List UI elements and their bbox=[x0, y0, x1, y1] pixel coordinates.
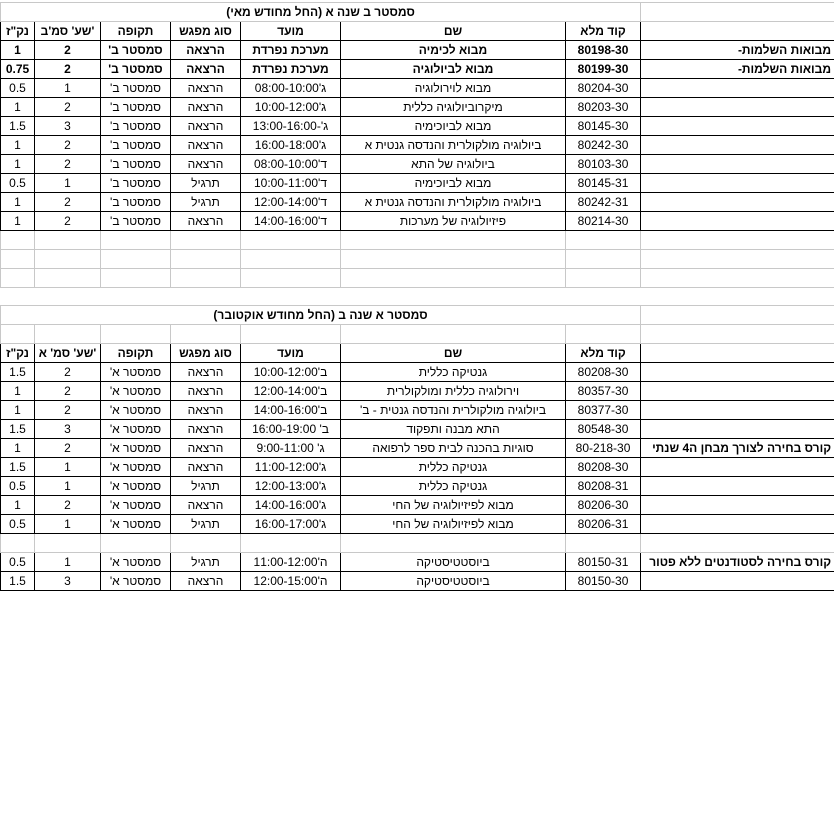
col-header-type: סוג מפגש bbox=[171, 22, 241, 41]
points-cell[interactable]: 1 bbox=[1, 212, 35, 231]
points-cell[interactable]: 1.5 bbox=[1, 363, 35, 382]
col-header-hours: שע' סמ'ב' bbox=[35, 22, 101, 41]
col-header-hours: שע' סמ' א' bbox=[35, 344, 101, 363]
hours-cell[interactable]: 1 bbox=[35, 79, 101, 98]
period-cell[interactable]: סמסטר ב' bbox=[101, 79, 171, 98]
table-row bbox=[1, 117, 834, 136]
points-cell[interactable]: 0.5 bbox=[1, 553, 35, 572]
note-cell[interactable] bbox=[641, 496, 834, 515]
table-row bbox=[1, 98, 834, 117]
course-name-cell[interactable]: גנטיקה כללית bbox=[341, 477, 566, 496]
course-name-cell[interactable]: מבוא לכימיה bbox=[341, 41, 566, 60]
course-code-cell[interactable]: 80208-30 bbox=[566, 458, 641, 477]
note-cell[interactable] bbox=[641, 401, 834, 420]
table-row bbox=[1, 515, 834, 534]
table-row bbox=[1, 496, 834, 515]
points-cell[interactable]: 0.5 bbox=[1, 79, 35, 98]
hours-cell[interactable]: 2 bbox=[35, 155, 101, 174]
time-cell[interactable]: מערכת נפרדת bbox=[241, 60, 341, 79]
time-cell[interactable]: ד'14:00-16:00 bbox=[241, 212, 341, 231]
note-cell[interactable] bbox=[641, 515, 834, 534]
hours-cell[interactable]: 3 bbox=[35, 420, 101, 439]
hours-cell[interactable]: 2 bbox=[35, 439, 101, 458]
course-code-cell[interactable]: 80145-30 bbox=[566, 117, 641, 136]
hours-cell[interactable]: 2 bbox=[35, 136, 101, 155]
note-cell[interactable] bbox=[641, 420, 834, 439]
period-cell[interactable]: סמסטר א' bbox=[101, 401, 171, 420]
time-cell[interactable]: ב'12:00-14:00 bbox=[241, 382, 341, 401]
hours-cell[interactable]: 2 bbox=[35, 401, 101, 420]
period-cell[interactable]: סמסטר א' bbox=[101, 439, 171, 458]
hours-cell[interactable]: 2 bbox=[35, 60, 101, 79]
type-cell[interactable]: הרצאה bbox=[171, 401, 241, 420]
hours-cell[interactable]: 3 bbox=[35, 572, 101, 591]
points-cell[interactable]: 1 bbox=[1, 496, 35, 515]
note-cell[interactable] bbox=[641, 458, 834, 477]
course-code-cell[interactable]: 80357-30 bbox=[566, 382, 641, 401]
note-cell[interactable]: מבואות השלמות- bbox=[641, 60, 834, 79]
type-cell[interactable]: הרצאה bbox=[171, 136, 241, 155]
col-header-period: תקופה bbox=[101, 22, 171, 41]
course-code-cell[interactable]: 80548-30 bbox=[566, 420, 641, 439]
table-row bbox=[1, 60, 834, 79]
table-row bbox=[1, 79, 834, 98]
course-name-cell[interactable]: מבוא לביוכימיה bbox=[341, 174, 566, 193]
col-header-name: שם bbox=[341, 344, 566, 363]
hours-cell[interactable]: 2 bbox=[35, 41, 101, 60]
type-cell[interactable]: תרגיל bbox=[171, 553, 241, 572]
type-cell[interactable]: הרצאה bbox=[171, 382, 241, 401]
table-row bbox=[1, 401, 834, 420]
table-row bbox=[1, 155, 834, 174]
course-code-cell[interactable]: 80377-30 bbox=[566, 401, 641, 420]
course-code-cell[interactable]: 80214-30 bbox=[566, 212, 641, 231]
period-cell[interactable]: סמסטר א' bbox=[101, 572, 171, 591]
course-code-cell[interactable]: 80103-30 bbox=[566, 155, 641, 174]
hours-cell[interactable]: 2 bbox=[35, 382, 101, 401]
table-row bbox=[1, 193, 834, 212]
section-2-header-row bbox=[1, 344, 834, 363]
time-cell[interactable]: ג'11:00-12:00 bbox=[241, 458, 341, 477]
type-cell[interactable]: הרצאה bbox=[171, 439, 241, 458]
col-header-type: סוג מפגש bbox=[171, 344, 241, 363]
points-cell[interactable]: 0.5 bbox=[1, 477, 35, 496]
note-cell[interactable] bbox=[641, 136, 834, 155]
course-code-cell[interactable]: 80208-31 bbox=[566, 477, 641, 496]
period-cell[interactable]: סמסטר ב' bbox=[101, 193, 171, 212]
time-cell[interactable]: ב'14:00-16:00 bbox=[241, 401, 341, 420]
semester-b-year-a-table bbox=[0, 2, 834, 288]
course-name-cell[interactable]: מבוא לוירולוגיה bbox=[341, 79, 566, 98]
type-cell[interactable]: הרצאה bbox=[171, 458, 241, 477]
time-cell[interactable]: ג'16:00-18:00 bbox=[241, 136, 341, 155]
table-row bbox=[1, 439, 834, 458]
points-cell[interactable]: 0.75 bbox=[1, 60, 35, 79]
points-cell[interactable]: 1 bbox=[1, 382, 35, 401]
time-cell[interactable]: ב' 16:00-19:00 bbox=[241, 420, 341, 439]
type-cell[interactable]: הרצאה bbox=[171, 41, 241, 60]
note-cell[interactable]: קורס בחירה לצורך מבחן ה4 שנתי bbox=[641, 439, 834, 458]
table-row bbox=[1, 572, 834, 591]
time-cell[interactable]: ג'14:00-16:00 bbox=[241, 496, 341, 515]
time-cell[interactable]: ד'10:00-11:00 bbox=[241, 174, 341, 193]
hours-cell[interactable]: 2 bbox=[35, 193, 101, 212]
time-cell[interactable]: ה'12:00-15:00 bbox=[241, 572, 341, 591]
course-code-cell[interactable]: 80150-30 bbox=[566, 572, 641, 591]
period-cell[interactable]: סמסטר א' bbox=[101, 382, 171, 401]
note-cell[interactable] bbox=[641, 117, 834, 136]
col-header-period: תקופה bbox=[101, 344, 171, 363]
course-code-cell[interactable]: 80242-31 bbox=[566, 193, 641, 212]
hours-cell[interactable]: 1 bbox=[35, 458, 101, 477]
course-name-cell[interactable]: ביוסטטיסטיקה bbox=[341, 553, 566, 572]
course-code-cell[interactable]: 80208-30 bbox=[566, 363, 641, 382]
hours-cell[interactable]: 3 bbox=[35, 117, 101, 136]
course-name-cell[interactable]: מבוא לפיזיולוגיה של החי bbox=[341, 515, 566, 534]
section-2-title: סמסטר א שנה ב (החל מחודש אוקטובר) bbox=[1, 306, 641, 325]
note-cell[interactable] bbox=[641, 98, 834, 117]
note-cell[interactable] bbox=[641, 174, 834, 193]
time-cell[interactable]: ה'11:00-12:00 bbox=[241, 553, 341, 572]
course-name-cell[interactable]: מיקרוביולוגיה כללית bbox=[341, 98, 566, 117]
type-cell[interactable]: הרצאה bbox=[171, 496, 241, 515]
period-cell[interactable]: סמסטר ב' bbox=[101, 60, 171, 79]
time-cell[interactable]: ג'16:00-17:00 bbox=[241, 515, 341, 534]
points-cell[interactable]: 1.5 bbox=[1, 420, 35, 439]
course-name-cell[interactable]: מבוא לפיזיולוגיה של החי bbox=[341, 496, 566, 515]
period-cell[interactable]: סמסטר ב' bbox=[101, 98, 171, 117]
type-cell[interactable]: תרגיל bbox=[171, 193, 241, 212]
course-code-cell[interactable]: 80150-31 bbox=[566, 553, 641, 572]
course-name-cell[interactable]: וירולוגיה כללית ומולקולרית bbox=[341, 382, 566, 401]
period-cell[interactable]: סמסטר ב' bbox=[101, 155, 171, 174]
type-cell[interactable]: הרצאה bbox=[171, 420, 241, 439]
type-cell[interactable]: הרצאה bbox=[171, 155, 241, 174]
table-row bbox=[1, 382, 834, 401]
time-cell[interactable]: ג'08:00-10:00 bbox=[241, 79, 341, 98]
course-code-cell[interactable]: 80206-31 bbox=[566, 515, 641, 534]
course-code-cell[interactable]: 80206-30 bbox=[566, 496, 641, 515]
period-cell[interactable]: סמסטר א' bbox=[101, 496, 171, 515]
type-cell[interactable]: תרגיל bbox=[171, 174, 241, 193]
col-header-points: נק"ז bbox=[1, 344, 35, 363]
note-cell[interactable] bbox=[641, 155, 834, 174]
table-row bbox=[1, 420, 834, 439]
hours-cell[interactable]: 2 bbox=[35, 212, 101, 231]
col-header-code: קוד מלא bbox=[566, 344, 641, 363]
time-cell[interactable]: ד'12:00-14:00 bbox=[241, 193, 341, 212]
points-cell[interactable]: 1 bbox=[1, 439, 35, 458]
period-cell[interactable]: סמסטר ב' bbox=[101, 174, 171, 193]
period-cell[interactable]: סמסטר א' bbox=[101, 363, 171, 382]
time-cell[interactable]: ג' 9:00-11:00 bbox=[241, 439, 341, 458]
course-name-cell[interactable]: גנטיקה כללית bbox=[341, 363, 566, 382]
section-1-header-row bbox=[1, 22, 834, 41]
points-cell[interactable]: 1 bbox=[1, 98, 35, 117]
note-cell[interactable]: קורס בחירה לסטודנטים ללא פטור bbox=[641, 553, 834, 572]
course-name-cell[interactable]: ביולוגיה מולקולרית והנדסה גנטית א bbox=[341, 193, 566, 212]
note-cell[interactable] bbox=[641, 477, 834, 496]
course-code-cell[interactable]: 80198-30 bbox=[566, 41, 641, 60]
time-cell[interactable]: ג'-13:00-16:00 bbox=[241, 117, 341, 136]
col-header-note bbox=[641, 22, 834, 41]
points-cell[interactable]: 1 bbox=[1, 41, 35, 60]
period-cell[interactable]: סמסטר א' bbox=[101, 477, 171, 496]
course-name-cell[interactable]: ביוסטטיסטיקה bbox=[341, 572, 566, 591]
table-row bbox=[1, 477, 834, 496]
type-cell[interactable]: הרצאה bbox=[171, 572, 241, 591]
hours-cell[interactable]: 1 bbox=[35, 174, 101, 193]
points-cell[interactable]: 0.5 bbox=[1, 515, 35, 534]
course-name-cell[interactable]: סוגיות בהכנה לבית ספר לרפואה bbox=[341, 439, 566, 458]
period-cell[interactable]: סמסטר ב' bbox=[101, 41, 171, 60]
col-header-code: קוד מלא bbox=[566, 22, 641, 41]
points-cell[interactable]: 1 bbox=[1, 193, 35, 212]
type-cell[interactable]: הרצאה bbox=[171, 363, 241, 382]
note-cell[interactable] bbox=[641, 193, 834, 212]
course-code-cell[interactable]: 80204-30 bbox=[566, 79, 641, 98]
course-name-cell[interactable]: גנטיקה כללית bbox=[341, 458, 566, 477]
col-header-note bbox=[641, 344, 834, 363]
course-name-cell[interactable]: מבוא לביוכימיה bbox=[341, 117, 566, 136]
course-code-cell[interactable]: 80242-30 bbox=[566, 136, 641, 155]
period-cell[interactable]: סמסטר ב' bbox=[101, 136, 171, 155]
type-cell[interactable]: הרצאה bbox=[171, 79, 241, 98]
table-row bbox=[1, 553, 834, 572]
time-cell[interactable]: מערכת נפרדת bbox=[241, 41, 341, 60]
table-row bbox=[1, 212, 834, 231]
points-cell[interactable]: 1.5 bbox=[1, 458, 35, 477]
period-cell[interactable]: סמסטר א' bbox=[101, 458, 171, 477]
course-name-cell[interactable]: התא מבנה ותפקוד bbox=[341, 420, 566, 439]
hours-cell[interactable]: 1 bbox=[35, 515, 101, 534]
course-name-cell[interactable]: פיזיולוגיה של מערכות bbox=[341, 212, 566, 231]
hours-cell[interactable]: 1 bbox=[35, 553, 101, 572]
points-cell[interactable]: 1 bbox=[1, 401, 35, 420]
points-cell[interactable]: 1.5 bbox=[1, 572, 35, 591]
points-cell[interactable]: 1 bbox=[1, 155, 35, 174]
col-header-time: מועד bbox=[241, 22, 341, 41]
period-cell[interactable]: סמסטר ב' bbox=[101, 117, 171, 136]
hours-cell[interactable]: 2 bbox=[35, 363, 101, 382]
note-cell[interactable] bbox=[641, 79, 834, 98]
time-cell[interactable]: ג'10:00-12:00 bbox=[241, 98, 341, 117]
table-row bbox=[1, 458, 834, 477]
course-name-cell[interactable]: ביולוגיה מולקולרית והנדסה גנטית א bbox=[341, 136, 566, 155]
time-cell[interactable]: ד'08:00-10:00 bbox=[241, 155, 341, 174]
course-code-cell[interactable]: 80203-30 bbox=[566, 98, 641, 117]
table-row bbox=[1, 41, 834, 60]
col-header-points: נק"ז bbox=[1, 22, 35, 41]
semester-a-year-b-table bbox=[0, 305, 834, 591]
period-cell[interactable]: סמסטר א' bbox=[101, 553, 171, 572]
section-1-title: סמסטר ב שנה א (החל מחודש מאי) bbox=[1, 3, 641, 22]
col-header-time: מועד bbox=[241, 344, 341, 363]
type-cell[interactable]: תרגיל bbox=[171, 477, 241, 496]
points-cell[interactable]: 1 bbox=[1, 136, 35, 155]
period-cell[interactable]: סמסטר א' bbox=[101, 420, 171, 439]
col-header-name: שם bbox=[341, 22, 566, 41]
period-cell[interactable]: סמסטר ב' bbox=[101, 212, 171, 231]
table-row bbox=[1, 174, 834, 193]
note-cell[interactable] bbox=[641, 212, 834, 231]
course-code-cell[interactable]: 80199-30 bbox=[566, 60, 641, 79]
period-cell[interactable]: סמסטר א' bbox=[101, 515, 171, 534]
table-row bbox=[1, 363, 834, 382]
course-code-cell[interactable]: 80145-31 bbox=[566, 174, 641, 193]
table-row bbox=[1, 136, 834, 155]
course-name-cell[interactable]: ביולוגיה מולקולרית והנדסה גנטית - ב' bbox=[341, 401, 566, 420]
points-cell[interactable]: 1.5 bbox=[1, 117, 35, 136]
course-name-cell[interactable]: ביולוגיה של התא bbox=[341, 155, 566, 174]
note-cell[interactable] bbox=[641, 382, 834, 401]
course-code-cell[interactable]: 80-218-30 bbox=[566, 439, 641, 458]
time-cell[interactable]: ג'12:00-13:00 bbox=[241, 477, 341, 496]
points-cell[interactable]: 0.5 bbox=[1, 174, 35, 193]
type-cell[interactable]: הרצאה bbox=[171, 117, 241, 136]
hours-cell[interactable]: 2 bbox=[35, 496, 101, 515]
type-cell[interactable]: הרצאה bbox=[171, 60, 241, 79]
time-cell[interactable]: ב'10:00-12:00 bbox=[241, 363, 341, 382]
note-cell[interactable] bbox=[641, 572, 834, 591]
course-name-cell[interactable]: מבוא לביולוגיה bbox=[341, 60, 566, 79]
type-cell[interactable]: הרצאה bbox=[171, 212, 241, 231]
hours-cell[interactable]: 1 bbox=[35, 477, 101, 496]
note-cell[interactable]: מבואות השלמות- bbox=[641, 41, 834, 60]
type-cell[interactable]: הרצאה bbox=[171, 98, 241, 117]
note-cell[interactable] bbox=[641, 363, 834, 382]
type-cell[interactable]: תרגיל bbox=[171, 515, 241, 534]
hours-cell[interactable]: 2 bbox=[35, 98, 101, 117]
